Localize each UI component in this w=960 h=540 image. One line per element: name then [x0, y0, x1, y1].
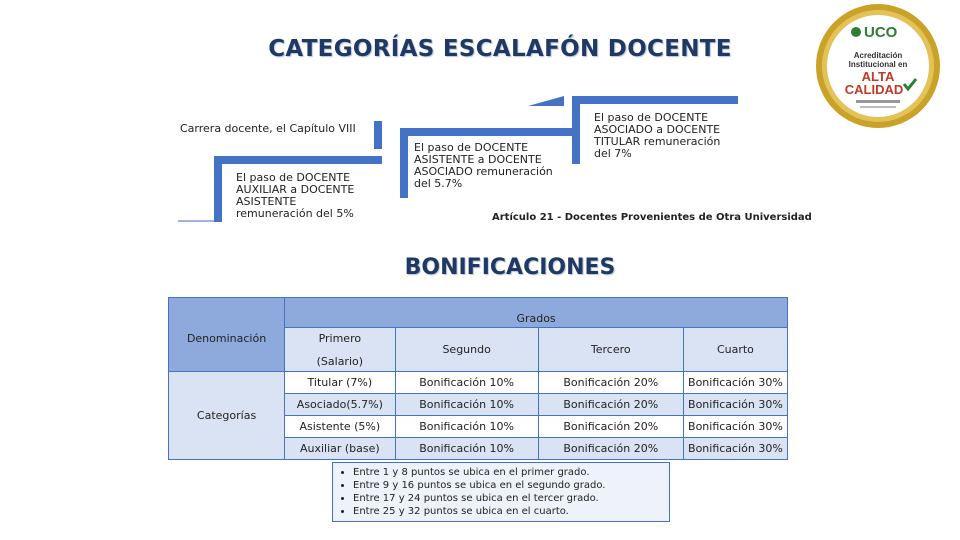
step-1-text: El paso de DOCENTE AUXILIAR a DOCENTE ASISTENTE remuneración del 5% [236, 171, 355, 220]
list-item: • Entre 9 y 16 puntos se ubica en el segundo grado. [353, 479, 669, 492]
denominacion-header: Denominación [169, 298, 285, 372]
seal-line2: Institucional en [848, 60, 908, 69]
categorias-label: Categorías [169, 372, 285, 460]
seal-line1: Acreditación [853, 51, 903, 60]
step-2-text: El paso de DOCENTE ASISTENTE a DOCENTE ASOCIADO remuneración del 5.7% [414, 141, 553, 190]
table-cell: Bonificación 20% [538, 416, 683, 438]
table-row [169, 372, 788, 394]
col-salario-label: (Salario) [316, 354, 364, 368]
bonificaciones-title: BONIFICACIONES [404, 255, 616, 280]
row-category: Asociado(5.7%) [285, 394, 395, 416]
col-primero [285, 328, 395, 372]
table-cell: Bonificación 10% [395, 372, 538, 394]
row-category: Asistente (5%) [285, 416, 395, 438]
table-cell: Bonificación 30% [683, 438, 787, 460]
list-item: • Entre 25 y 32 puntos se ubica en el cuarto. [353, 505, 669, 518]
col-tercero: Tercero [538, 328, 683, 372]
table-cell: Bonificación 10% [395, 438, 538, 460]
row-category: Titular (7%) [285, 372, 395, 394]
table-cell: Bonificación 20% [538, 438, 683, 460]
leaf-icon [851, 27, 861, 37]
step-3-bar [572, 96, 738, 104]
step-1-bar [214, 156, 382, 164]
grados-header: Grados [285, 298, 788, 328]
table-cell: Bonificación 20% [538, 372, 683, 394]
table-cell: Bonificación 30% [683, 416, 787, 438]
bonificaciones-table [168, 297, 788, 460]
seal-big2: CALIDAD [844, 82, 904, 97]
step-3-riser [572, 96, 580, 164]
step-1-riser [214, 156, 222, 222]
list-item: • Entre 1 y 8 puntos se ubica en el primer grado. [353, 466, 669, 479]
table-cell: Bonificación 10% [395, 416, 538, 438]
seal-big1: ALTA [861, 69, 895, 84]
col-cuarto: Cuarto [683, 328, 787, 372]
step-3-text: El paso de DOCENTE ASOCIADO a DOCENTE TITULAR remuneración del 7% [594, 111, 721, 160]
table-cell: Bonificación 20% [538, 394, 683, 416]
grade-notes [332, 462, 670, 522]
article-caption: Artículo 21 - Docentes Provenientes de Otra Universidad [492, 212, 812, 223]
table-cell: Bonificación 30% [683, 394, 787, 416]
col-segundo: Segundo [395, 328, 538, 372]
row-category: Auxiliar (base) [285, 438, 395, 460]
step-2-bar [400, 128, 580, 136]
table-cell: Bonificación 30% [683, 372, 787, 394]
accreditation-seal-logo [812, 2, 944, 130]
step-1-bar-top [374, 121, 382, 149]
list-item: • Entre 17 y 24 puntos se ubica en el tercer grado. [353, 492, 669, 505]
step-2-riser [400, 128, 408, 198]
table-cell: Bonificación 10% [395, 394, 538, 416]
step-3-diag [528, 96, 564, 106]
col-primero-label: Primero [318, 331, 362, 345]
seal-brand: UCO [864, 24, 898, 41]
career-caption: Carrera docente, el Capítulo VIII [180, 122, 356, 135]
page-title: CATEGORÍAS ESCALAFÓN DOCENTE [268, 36, 732, 62]
